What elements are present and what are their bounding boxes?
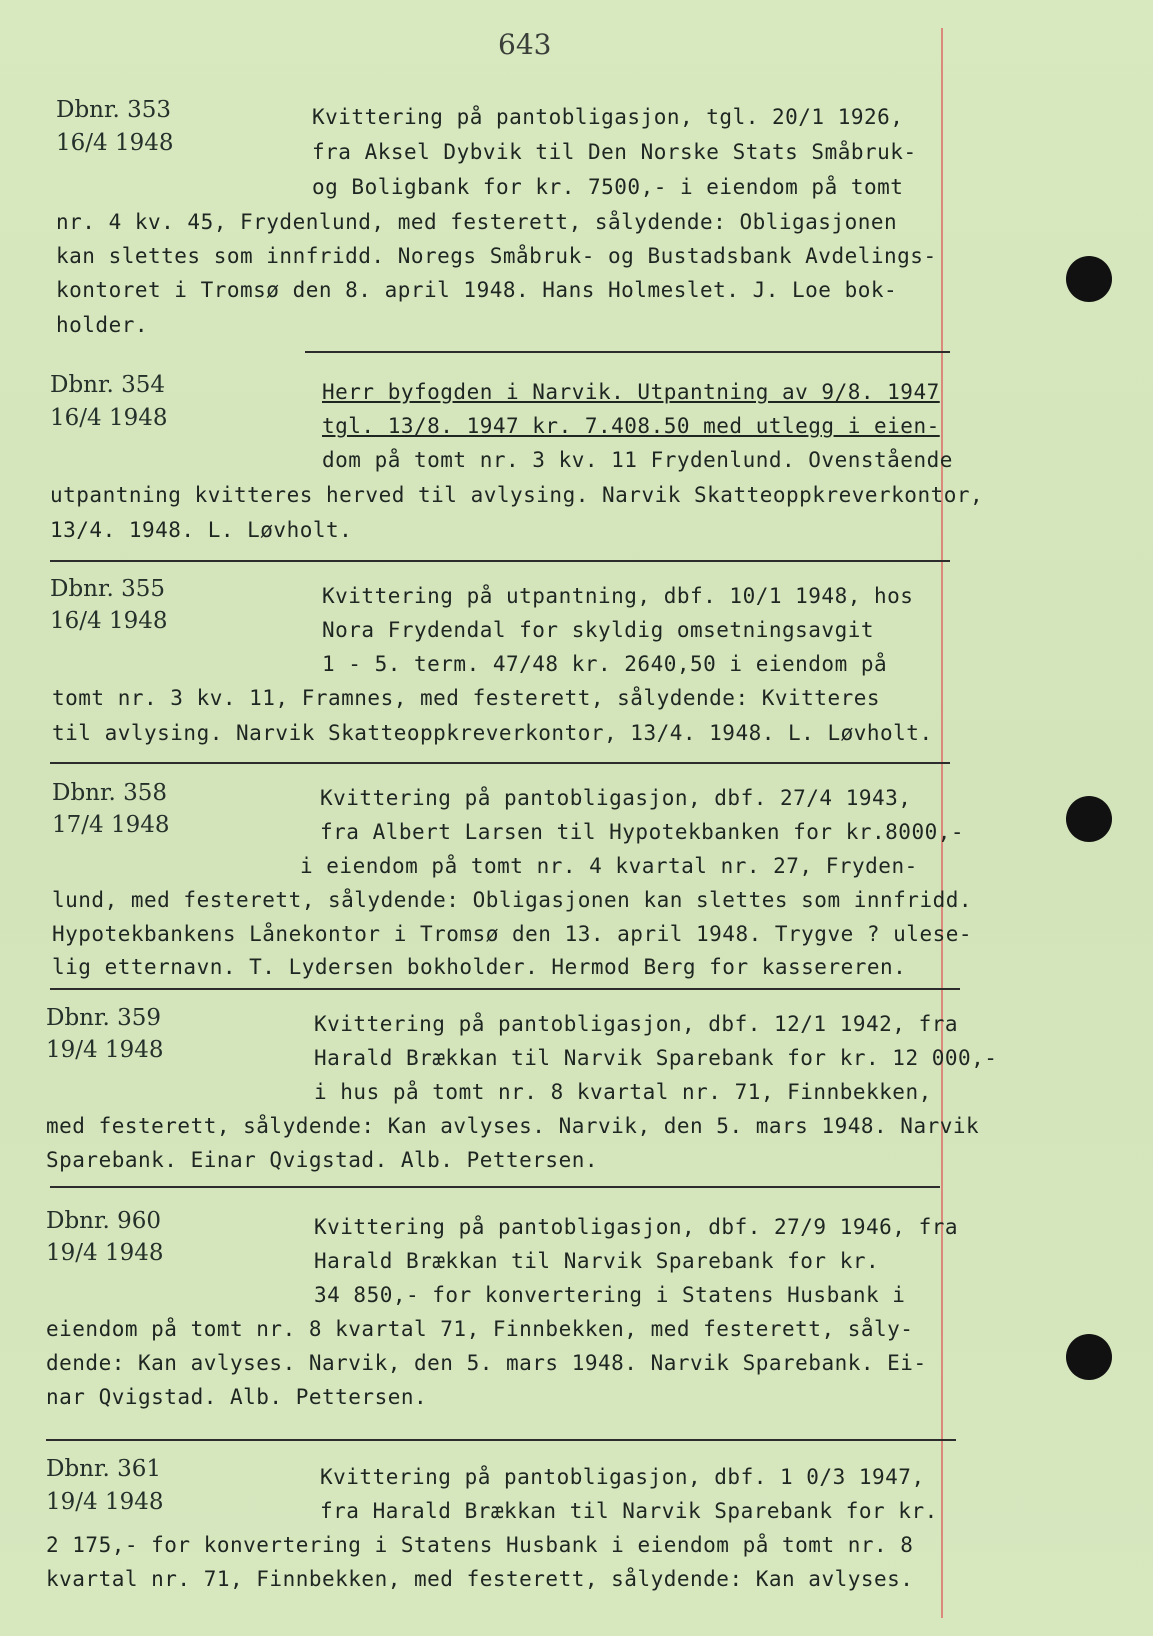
entry-line: utpantning kvitteres herved til avlysing. Narvik Skatteoppkreverkontor, <box>50 483 984 507</box>
entry-date: 16/4 1948 <box>50 405 168 431</box>
entry-line: til avlysing. Narvik Skatteoppkreverkontor, 13/4. 1948. L. Løvholt. <box>52 721 933 745</box>
page-number: 643 <box>498 28 552 61</box>
punch-hole-icon <box>1066 1334 1112 1380</box>
entry-dbnr: Dbnr. 355 <box>50 576 165 602</box>
entry-date: 16/4 1948 <box>50 608 168 634</box>
entry-divider <box>50 560 950 562</box>
entry-line: kan slettes som innfridd. Noregs Småbruk- og Bustadsbank Avdelings- <box>56 244 937 268</box>
entry-divider <box>46 1439 956 1441</box>
entry-line: Kvittering på pantobligasjon, dbf. 27/4 1943, <box>320 786 912 810</box>
entry-line: nar Qvigstad. Alb. Pettersen. <box>46 1385 428 1409</box>
entry-dbnr: Dbnr. 354 <box>50 372 165 398</box>
entry-line: Harald Brækkan til Narvik Sparebank for kr. 12 000,- <box>314 1046 998 1070</box>
entry-line: 1 - 5. term. 47/48 kr. 2640,50 i eiendom på <box>322 652 888 676</box>
entry-dbnr: Dbnr. 359 <box>46 1005 161 1031</box>
entry-date: 19/4 1948 <box>46 1037 164 1063</box>
entry-line: med festerett, sålydende: Kan avlyses. Narvik, den 5. mars 1948. Narvik <box>46 1114 980 1138</box>
entry-line: tomt nr. 3 kv. 11, Framnes, med festerett, sålydende: Kvitteres <box>52 686 881 710</box>
entry-line: i eiendom på tomt nr. 4 kvartal nr. 27, Fryden- <box>300 854 918 878</box>
entry-line: og Boligbank for kr. 7500,- i eiendom på tomt <box>312 175 904 199</box>
entry-dbnr: Dbnr. 353 <box>56 97 171 123</box>
entry-line: kvartal nr. 71, Finnbekken, med festerett, sålydende: Kan avlyses. <box>46 1567 914 1591</box>
punch-hole-icon <box>1066 256 1112 302</box>
entry-line: Herr byfogden i Narvik. Utpantning av 9/8. 1947 <box>322 380 940 404</box>
entry-line: fra Aksel Dybvik til Den Norske Stats Småbruk- <box>312 140 917 164</box>
entry-line: dom på tomt nr. 3 kv. 11 Frydenlund. Ovenstående <box>322 448 953 472</box>
entry-line: eiendom på tomt nr. 8 kvartal 71, Finnbekken, med festerett, såly- <box>46 1317 914 1341</box>
entry-line: Hypotekbankens Lånekontor i Tromsø den 13. april 1948. Trygve ? ulese- <box>52 922 973 946</box>
entry-line: i hus på tomt nr. 8 kvartal nr. 71, Finnbekken, <box>314 1080 932 1104</box>
entry-line: Kvittering på pantobligasjon, dbf. 12/1 1942, fra <box>314 1012 959 1036</box>
entry-divider <box>50 988 960 990</box>
entry-dbnr: Dbnr. 960 <box>46 1208 161 1234</box>
entry-date: 19/4 1948 <box>46 1240 164 1266</box>
entry-line: Kvittering på pantobligasjon, dbf. 1 0/3 1947, <box>320 1465 925 1489</box>
entry-line: fra Harald Brækkan til Narvik Sparebank for kr. <box>320 1499 938 1523</box>
entry-divider <box>50 1186 940 1188</box>
entry-line: Sparebank. Einar Qvigstad. Alb. Pettersen. <box>46 1148 599 1172</box>
entry-line: fra Albert Larsen til Hypotekbanken for kr.8000,- <box>320 820 965 844</box>
entry-line: Harald Brækkan til Narvik Sparebank for kr. <box>314 1249 880 1273</box>
entry-line: Kvittering på utpantning, dbf. 10/1 1948, hos <box>322 584 914 608</box>
entry-dbnr: Dbnr. 358 <box>52 780 167 806</box>
entry-line: 2 175,- for konvertering i Statens Husbank i eiendom på tomt nr. 8 <box>46 1533 914 1557</box>
entry-divider <box>50 762 950 764</box>
entry-line: lig etternavn. T. Lydersen bokholder. Hermod Berg for kassereren. <box>52 955 907 979</box>
entry-line: 13/4. 1948. L. Løvholt. <box>50 518 353 542</box>
entry-line: Kvittering på pantobligasjon, dbf. 27/9 1946, fra <box>314 1215 959 1239</box>
entry-dbnr: Dbnr. 361 <box>46 1456 161 1482</box>
entry-line: Kvittering på pantobligasjon, tgl. 20/1 1926, <box>312 105 904 129</box>
entry-divider <box>305 351 950 353</box>
entry-date: 16/4 1948 <box>56 130 174 156</box>
entry-line: tgl. 13/8. 1947 kr. 7.408.50 med utlegg i eien- <box>322 414 940 438</box>
entry-line: nr. 4 kv. 45, Frydenlund, med festerett, sålydende: Obligasjonen <box>56 210 898 234</box>
entry-line: kontoret i Tromsø den 8. april 1948. Hans Holmeslet. J. Loe bok- <box>56 278 898 302</box>
entry-line: 34 850,- for konvertering i Statens Husbank i <box>314 1283 906 1307</box>
entry-line: Nora Frydendal for skyldig omsetningsavgit <box>322 618 875 642</box>
entry-line: lund, med festerett, sålydende: Obligasjonen kan slettes som innfridd. <box>52 888 973 912</box>
entry-line: dende: Kan avlyses. Narvik, den 5. mars 1948. Narvik Sparebank. Ei- <box>46 1351 927 1375</box>
entry-line: holder. <box>56 313 149 337</box>
entry-date: 17/4 1948 <box>52 812 170 838</box>
entry-date: 19/4 1948 <box>46 1489 164 1515</box>
punch-hole-icon <box>1066 796 1112 842</box>
